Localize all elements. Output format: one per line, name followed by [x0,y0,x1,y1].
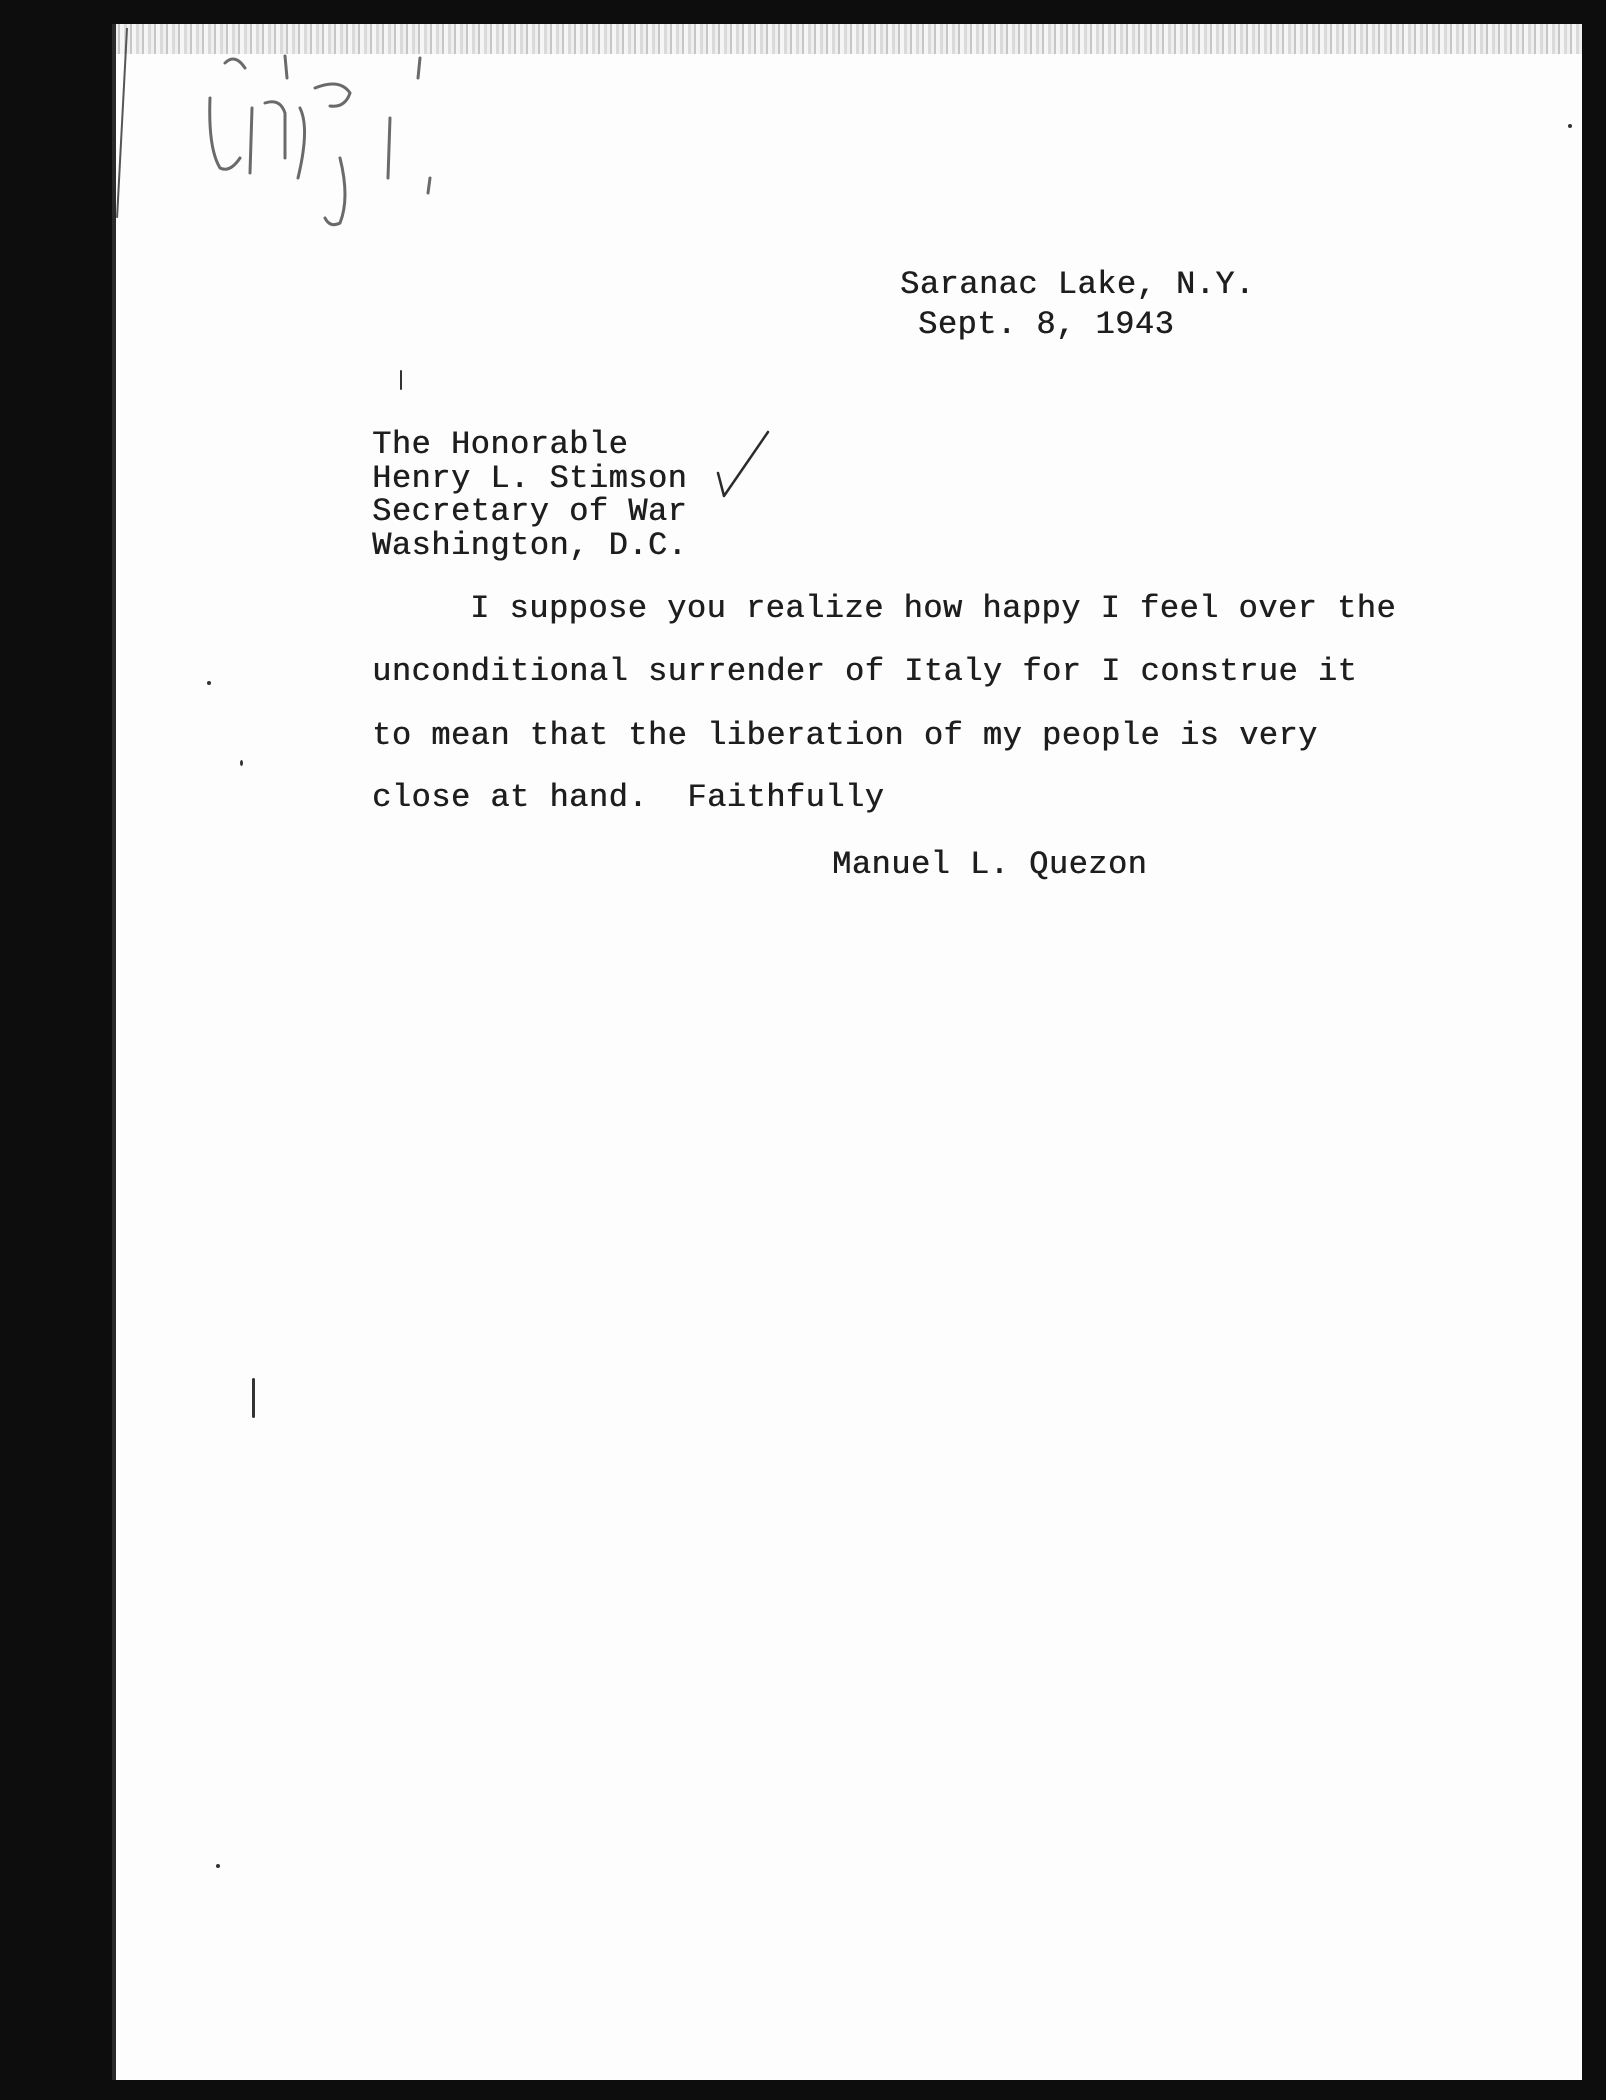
scan-speck [252,1378,255,1418]
recipient-location: Washington, D.C. [372,527,688,564]
letter-date: Sept. 8, 1943 [918,306,1175,343]
recipient-title: The Honorable [372,426,629,463]
body-line-4: close at hand. Faithfully [372,779,885,816]
body-line-2: unconditional surrender of Italy for I construe it [372,653,1358,690]
page-left-edge [112,24,116,2080]
letter-page [112,24,1582,2080]
body-line-3: to mean that the liberation of my people is very [372,717,1318,754]
checkmark-icon [710,428,770,503]
scan-speck [1568,124,1572,128]
scan-speck [400,370,402,390]
scan-speck [207,681,211,685]
body-line-1: I suppose you realize how happy I feel over the [470,590,1397,627]
scan-speck [240,760,243,766]
signature-name: Manuel L. Quezon [832,846,1148,883]
letter-place: Saranac Lake, N.Y. [900,266,1255,303]
recipient-name: Henry L. Stimson [372,460,688,497]
scan-speck [216,1864,220,1868]
recipient-position: Secretary of War [372,493,688,530]
file-stamp-mark [190,48,450,248]
